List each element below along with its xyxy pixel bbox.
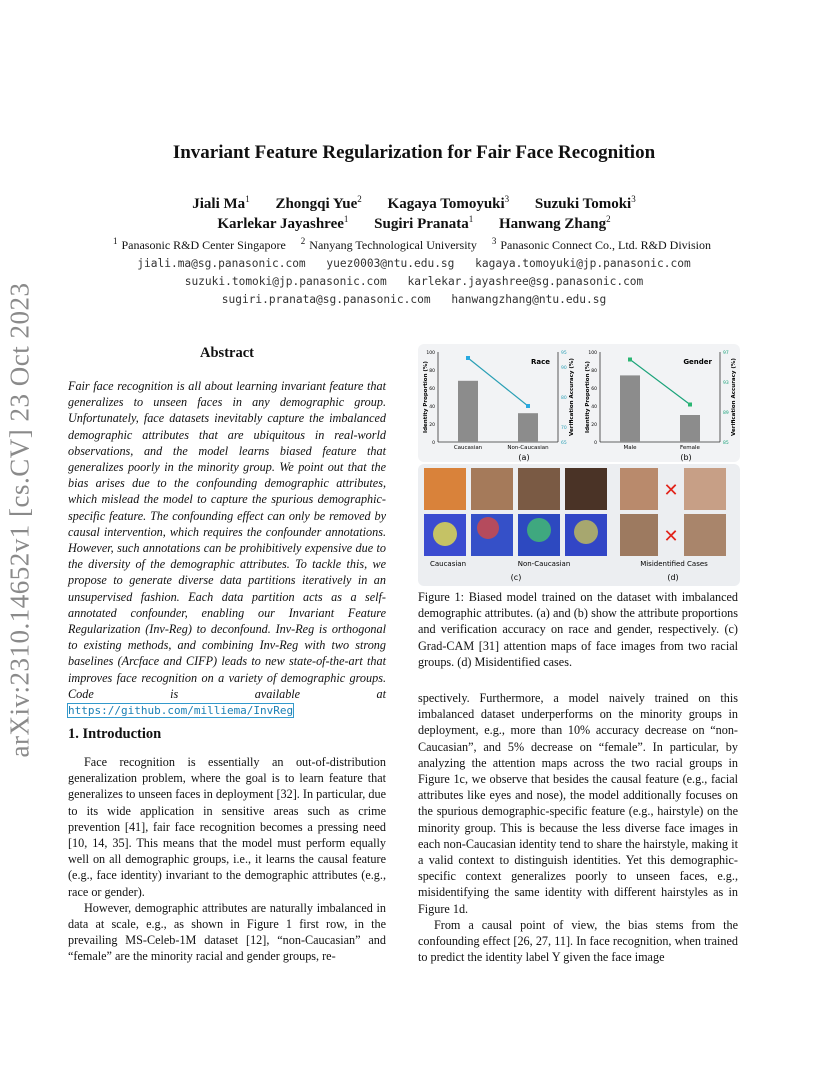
abstract-body: [68, 378, 386, 719]
email: yuez0003@ntu.edu.sg: [326, 257, 455, 270]
y-tick-label: 0: [594, 441, 597, 446]
y2-tick-label: 80: [561, 396, 567, 401]
panel-c-label: (c): [510, 573, 522, 582]
affiliation: $^3$ Panasonic Connect Co., Ltd. R&D Division: [491, 236, 712, 252]
emails-row-1: [0, 257, 828, 270]
cross-icon: ✕: [663, 526, 679, 547]
code-link[interactable]: https://github.com/milliema/InvReg: [68, 704, 294, 718]
face-thumbnail: [471, 468, 513, 510]
y-axis-label: Identity Proportion (%): [423, 361, 429, 433]
email: jiali.ma@sg.panasonic.com: [137, 257, 306, 270]
face-thumbnail: [620, 514, 658, 556]
category-label: Caucasian: [453, 445, 483, 451]
authors-row-2: [0, 214, 828, 233]
face-thumbnail: [424, 468, 466, 510]
bar: [458, 381, 478, 442]
panel-b-label: (b): [680, 453, 692, 462]
y2-tick-label: 85: [723, 441, 729, 446]
author: Suzuki Tomoki$^3$: [534, 194, 636, 212]
caucasian-label: Caucasian: [429, 560, 467, 568]
accuracy-point: [526, 404, 530, 408]
affiliations: [0, 236, 828, 253]
y-tick-label: 100: [588, 351, 597, 356]
chart-title: Gender: [683, 358, 712, 366]
emails-row-2: [0, 275, 828, 288]
accuracy-point: [688, 403, 692, 407]
bar: [518, 413, 538, 442]
authors-row-1: [0, 194, 828, 213]
face-thumbnail: [565, 468, 607, 510]
author: Hanwang Zhang$^2$: [498, 214, 611, 232]
introduction-body: [68, 754, 386, 965]
y-tick-label: 80: [591, 369, 597, 374]
email: hanwangzhang@ntu.edu.sg: [451, 293, 607, 306]
y-tick-label: 100: [426, 351, 435, 356]
paragraph: However, demographic attributes are naturally imbalanced in data at scale, e.g., as shown in Figure 1 first row, in the prevailing MS-Celeb-1M dataset [12], “non-Caucasian” and “female” are the minority racial and gender groups, re-: [68, 900, 386, 964]
figure-caption: Figure 1: Biased model trained on the dataset with imbalanced demographic attributes. (a) and (b) show the attribute proportions and verification accuracy on race and gender, respectively. (c) Grad-CAM [31] attention maps of face images from two racial groups. (d) Misidentified cases.: [418, 590, 738, 669]
section-heading-introduction: 1. Introduction: [68, 726, 162, 742]
y-tick-label: 60: [429, 387, 435, 392]
email: sugiri.pranata@sg.panasonic.com: [221, 293, 431, 306]
category-label: Male: [623, 445, 637, 451]
email: karlekar.jayashree@sg.panasonic.com: [407, 275, 644, 288]
panel-a-label: (a): [518, 453, 530, 462]
face-thumbnail: [684, 468, 726, 510]
abstract-heading: Abstract: [200, 345, 254, 361]
face-thumbnail: [684, 514, 726, 556]
y-tick-label: 60: [591, 387, 597, 392]
figure-1: [418, 344, 740, 590]
figure-1-svg: [418, 344, 740, 590]
misidentified-label: Misidentified Cases: [640, 560, 708, 568]
y2-tick-label: 70: [561, 426, 567, 431]
face-thumbnail: [620, 468, 658, 510]
paragraph: spectively. Furthermore, a model naively trained on this imbalanced dataset underperforms on the minority groups in deployment, e.g., more than 10% accuracy decrease on “non-Caucasian”, and 5% decrease on “female”. In particular, by analyzing the attention maps across the two racial groups in Figure 1c, we observe that besides the causal feature (e.g., facial attributes like eyes and nose), the model additionally focuses on the spurious demographic-specific feature (e.g., hairstyle) on the minority group. This is because the less diverse face images in each non-Caucasian identity tend to share the hairstyle, making it a valid context to distinguish identities. Yet this demographic-specific context generalizes poorly to unseen faces, e.g., misidentifying the same identity with different hairstyles as in Figure 1d.: [418, 691, 738, 916]
email: suzuki.tomoki@jp.panasonic.com: [184, 275, 387, 288]
author: Zhongqi Yue$^2$: [275, 194, 362, 212]
y-tick-label: 0: [432, 441, 435, 446]
abstract-text: Fair face recognition is all about learning invariant feature that generalizes to unseen faces in any demographic group. Unfortunately, face datasets inevitably capture the imbalanced demographic attributes that are ubiquitous in real-world observations, and the model learns biased feature that generalizes poorly in the minority group. We point out that the bias arises due to the confounding demographic attributes, which mislead the model to capture the spurious demographic-specific feature. The confounding effect can only be removed by causal intervention, which requires the confounder annotations. However, such annotations can be prohibitively expensive due to the diversity of the demographic attributes. To tackle this, we propose to generate diverse data partitions iteratively in an unsupervised fashion. Each data partition acts as a self-annotated confounder, enabling our Invariant Feature Regularization (Inv-Reg) to deconfound. Inv-Reg is orthogonal to existing methods, and combining Inv-Reg with two strong baselines (Arcface and CIFP) leads to new state-of-the-art that improves face recognition on a variety of demographic groups. Code is available at: [68, 379, 386, 701]
y2-axis-label: Verification Accuracy (%): [569, 358, 575, 436]
paragraph: Face recognition is essentially an out-of-distribution generalization problem, where the goal is to learn feature that generalizes to unseen faces in deployment [32]. In particular, due to its wide application in sensitive areas such as crime prevention [41], fair face recognition becomes a pressing need [10, 14, 35]. This means that the model must perform equally well on all demographic groups, i.e., it learns the causal feature (e.g., face identity) invariant to the demographic attributes (e.g., race or gender).: [68, 755, 386, 899]
y2-tick-label: 90: [561, 366, 567, 371]
affiliation: $^1$ Panasonic R&D Center Singapore: [112, 236, 286, 252]
y2-tick-label: 89: [723, 411, 729, 416]
y2-tick-label: 65: [561, 441, 567, 446]
affiliation: $^2$ Nanyang Technological University: [300, 236, 477, 252]
y-tick-label: 20: [429, 423, 435, 428]
y2-tick-label: 95: [561, 351, 567, 356]
author: Kagaya Tomoyuki$^3$: [387, 194, 510, 212]
author: Jiali Ma$^1$: [192, 194, 250, 212]
category-label: Female: [680, 445, 700, 451]
y2-axis-label: Verification Accuracy (%): [731, 358, 737, 436]
y-tick-label: 20: [591, 423, 597, 428]
arxiv-id-text: arXiv:2310.14652v1 [cs.CV] 23 Oct 2023: [4, 282, 35, 758]
y-axis-label: Identity Proportion (%): [585, 361, 591, 433]
paper-title: Invariant Feature Regularization for Fair Face Recognition: [172, 142, 656, 163]
y2-tick-label: 93: [723, 381, 729, 386]
author: Karlekar Jayashree$^1$: [217, 214, 349, 232]
non-caucasian-label: Non-Caucasian: [517, 560, 571, 568]
paragraph: From a causal point of view, the bias stems from the confounding effect [26, 27, 11]. In face recognition, when trained to predict the identity label Y given the face image: [418, 917, 738, 965]
y-tick-label: 80: [429, 369, 435, 374]
accuracy-point: [628, 358, 632, 362]
emails-row-3: [0, 293, 828, 306]
y-tick-label: 40: [429, 405, 435, 410]
bar: [680, 415, 700, 442]
attention-map: [527, 518, 551, 542]
panel-d-label: (d): [667, 573, 679, 582]
y2-tick-label: 97: [723, 351, 729, 356]
attention-map: [574, 520, 598, 544]
y-tick-label: 40: [591, 405, 597, 410]
attention-map: [433, 522, 457, 546]
email: kagaya.tomoyuki@jp.panasonic.com: [475, 257, 691, 270]
face-thumbnail: [518, 468, 560, 510]
attention-map: [477, 517, 499, 539]
chart-title: Race: [530, 358, 550, 366]
accuracy-point: [466, 356, 470, 360]
right-column-body: [418, 690, 738, 965]
category-label: Non-Caucasian: [507, 445, 549, 451]
author: Sugiri Pranata$^1$: [374, 214, 474, 232]
cross-icon: ✕: [663, 480, 679, 501]
bar: [620, 375, 640, 442]
